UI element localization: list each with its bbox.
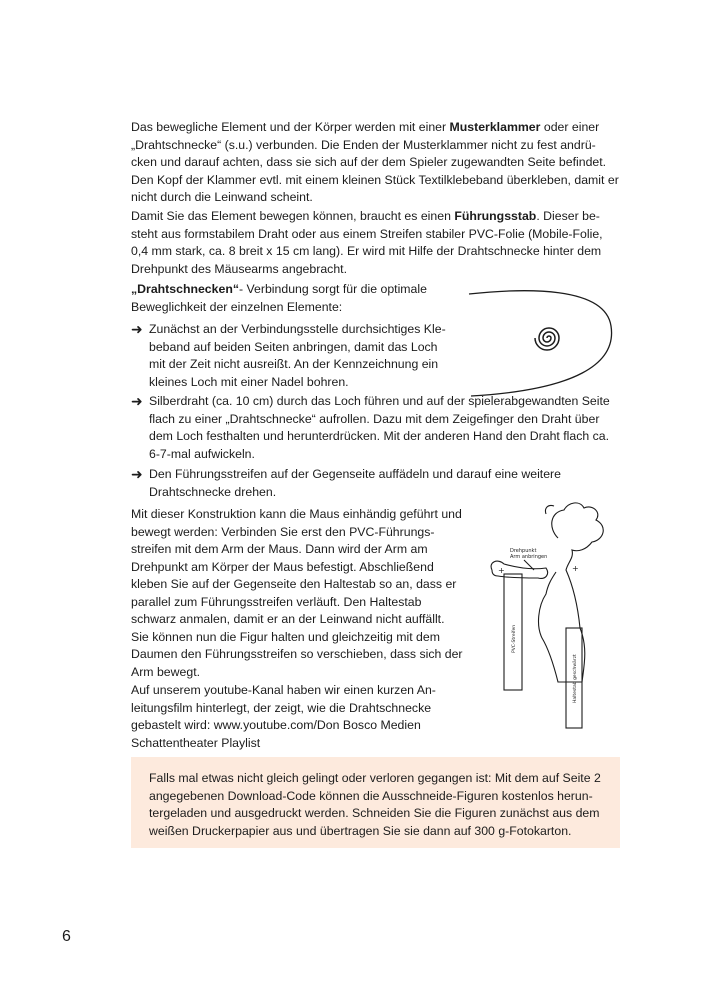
pivot-mark: + bbox=[572, 564, 579, 573]
pivot-mark: + bbox=[498, 566, 505, 575]
paragraph-text: Auf unserem youtube-Kanal haben wir einen kurzen An-leitungsfilm hinterlegt, der zeigt, wie die Drahtschnecke gebastelt wird: www.youtube.com/Don Bosco Medien Schattentheater Playlist bbox=[131, 683, 436, 750]
paragraph-fuehrungsstab bbox=[131, 208, 621, 278]
arrow-icon: ➜ bbox=[131, 321, 143, 337]
paragraph-konstruktion bbox=[131, 506, 464, 681]
term-musterklammer: Musterklammer bbox=[449, 120, 541, 134]
arrow-icon: ➜ bbox=[131, 393, 143, 409]
text-run: Das bewegliche Element und der Körper werden mit einer bbox=[131, 120, 450, 134]
mouse-outline bbox=[539, 503, 604, 682]
list-item-text: Zunächst an der Verbindungsstelle durchsichtiges Kle-beband auf beiden Seiten anbringen, damit das Loch mit der Zeit nicht ausreißt. An der Kennzeichnung ein kleines Loch mit einer Nadel bohren. bbox=[149, 322, 446, 389]
paragraph-text: Mit dieser Konstruktion kann die Maus einhändig geführt und bewegt werden: Verbinden Sie erst den PVC-Führungs-streifen mit dem Arm der Maus. Dann wird der Arm am Drehpunkt am Körper der Maus befestigt. Abschließend kleben Sie auf der Gegenseite den Haltestab so an, dass er parallel zum Führungsstreifen verläuft. Den Haltestab schwarz anmalen, damit er an der Leinwand nicht auffällt. Sie können nun die Figur halten und gleichzeitig mit dem Daumen den Führungsstreifen so verschieben, dass sich der Arm bewegt. bbox=[131, 507, 463, 679]
list-item-text: Den Führungsstreifen auf der Gegenseite auffädeln und darauf eine weitere Drahtschnecke drehen. bbox=[149, 467, 561, 499]
text-run: - Verbindung sorgt für die optimale Beweglichkeit der einzelnen Elemente: bbox=[131, 282, 427, 314]
drahtschnecke-illustration bbox=[465, 280, 625, 400]
term-fuehrungsstab: Führungsstab bbox=[454, 209, 537, 223]
mouse-figure-illustration bbox=[488, 498, 618, 730]
list-item bbox=[131, 393, 621, 463]
term-drahtschnecken: „Drahtschnecken“ bbox=[131, 282, 239, 296]
text-run: oder einer „Drahtschnecke“ (s.u.) verbunden. Die Enden der Musterklammer nicht zu fest andrü-cken und darauf achten, dass sie sich auf der dem Spieler zugewandten Seite befindet. Den Kopf der Klammer evtl. mit einem kleinen Stück Textilklebeband überkleben, damit er nicht durch die Leinwand scheint. bbox=[131, 120, 619, 204]
label-drehpunkt: Drehpunkt bbox=[510, 548, 537, 554]
download-note-box bbox=[131, 757, 620, 848]
list-item-text: Silberdraht (ca. 10 cm) durch das Loch führen und auf der spielerabgewandten Seite flach zu einer „Drahtschnecke“ aufrollen. Dazu mit dem Zeigefinger den Draht über dem Loch festhalten und herunterdrücken. Mit der anderen Hand den Draht flach ca. 6-7-mal aufwickeln. bbox=[149, 394, 610, 461]
list-item bbox=[131, 321, 449, 391]
paragraph-musterklammer bbox=[131, 119, 621, 207]
label-arm-anbringen: Arm anbringen bbox=[510, 554, 548, 560]
paragraph-youtube bbox=[131, 682, 456, 752]
page-number: 6 bbox=[62, 928, 71, 945]
mouse-ear bbox=[545, 505, 554, 514]
list-item bbox=[131, 466, 621, 501]
label-pvc-streifen: PVC-Streifen bbox=[512, 624, 517, 653]
paragraph-drahtschnecken bbox=[131, 281, 461, 316]
text-run: . Dieser be-steht aus formstabilem Draht oder aus einem Streifen stabiler PVC-Folie (Mobile-Folie, 0,4 mm stark, ca. 8 breit x 15 cm lang). Er wird mit Hilfe der Drahtschnecke hinter dem Drehpunkt des Mäusearms angebracht. bbox=[131, 209, 603, 276]
wire-spiral bbox=[535, 328, 559, 350]
text-run: Damit Sie das Element bewegen können, braucht es einen bbox=[131, 209, 455, 223]
note-text: Falls mal etwas nicht gleich gelingt oder verloren gegangen ist: Mit dem auf Seite 2 angegebenen Download-Code können die Ausschneide-Figuren kostenlos herun-tergeladen und ausgedruckt werden. Schneiden Sie die Figuren zunächst aus dem weißen Druckerpapier aus und übertragen Sie sie dann auf 300 g-Fotokarton. bbox=[149, 771, 601, 838]
arrow-icon: ➜ bbox=[131, 466, 143, 482]
label-haltestab: Haltestab geschwärzt bbox=[573, 654, 578, 703]
